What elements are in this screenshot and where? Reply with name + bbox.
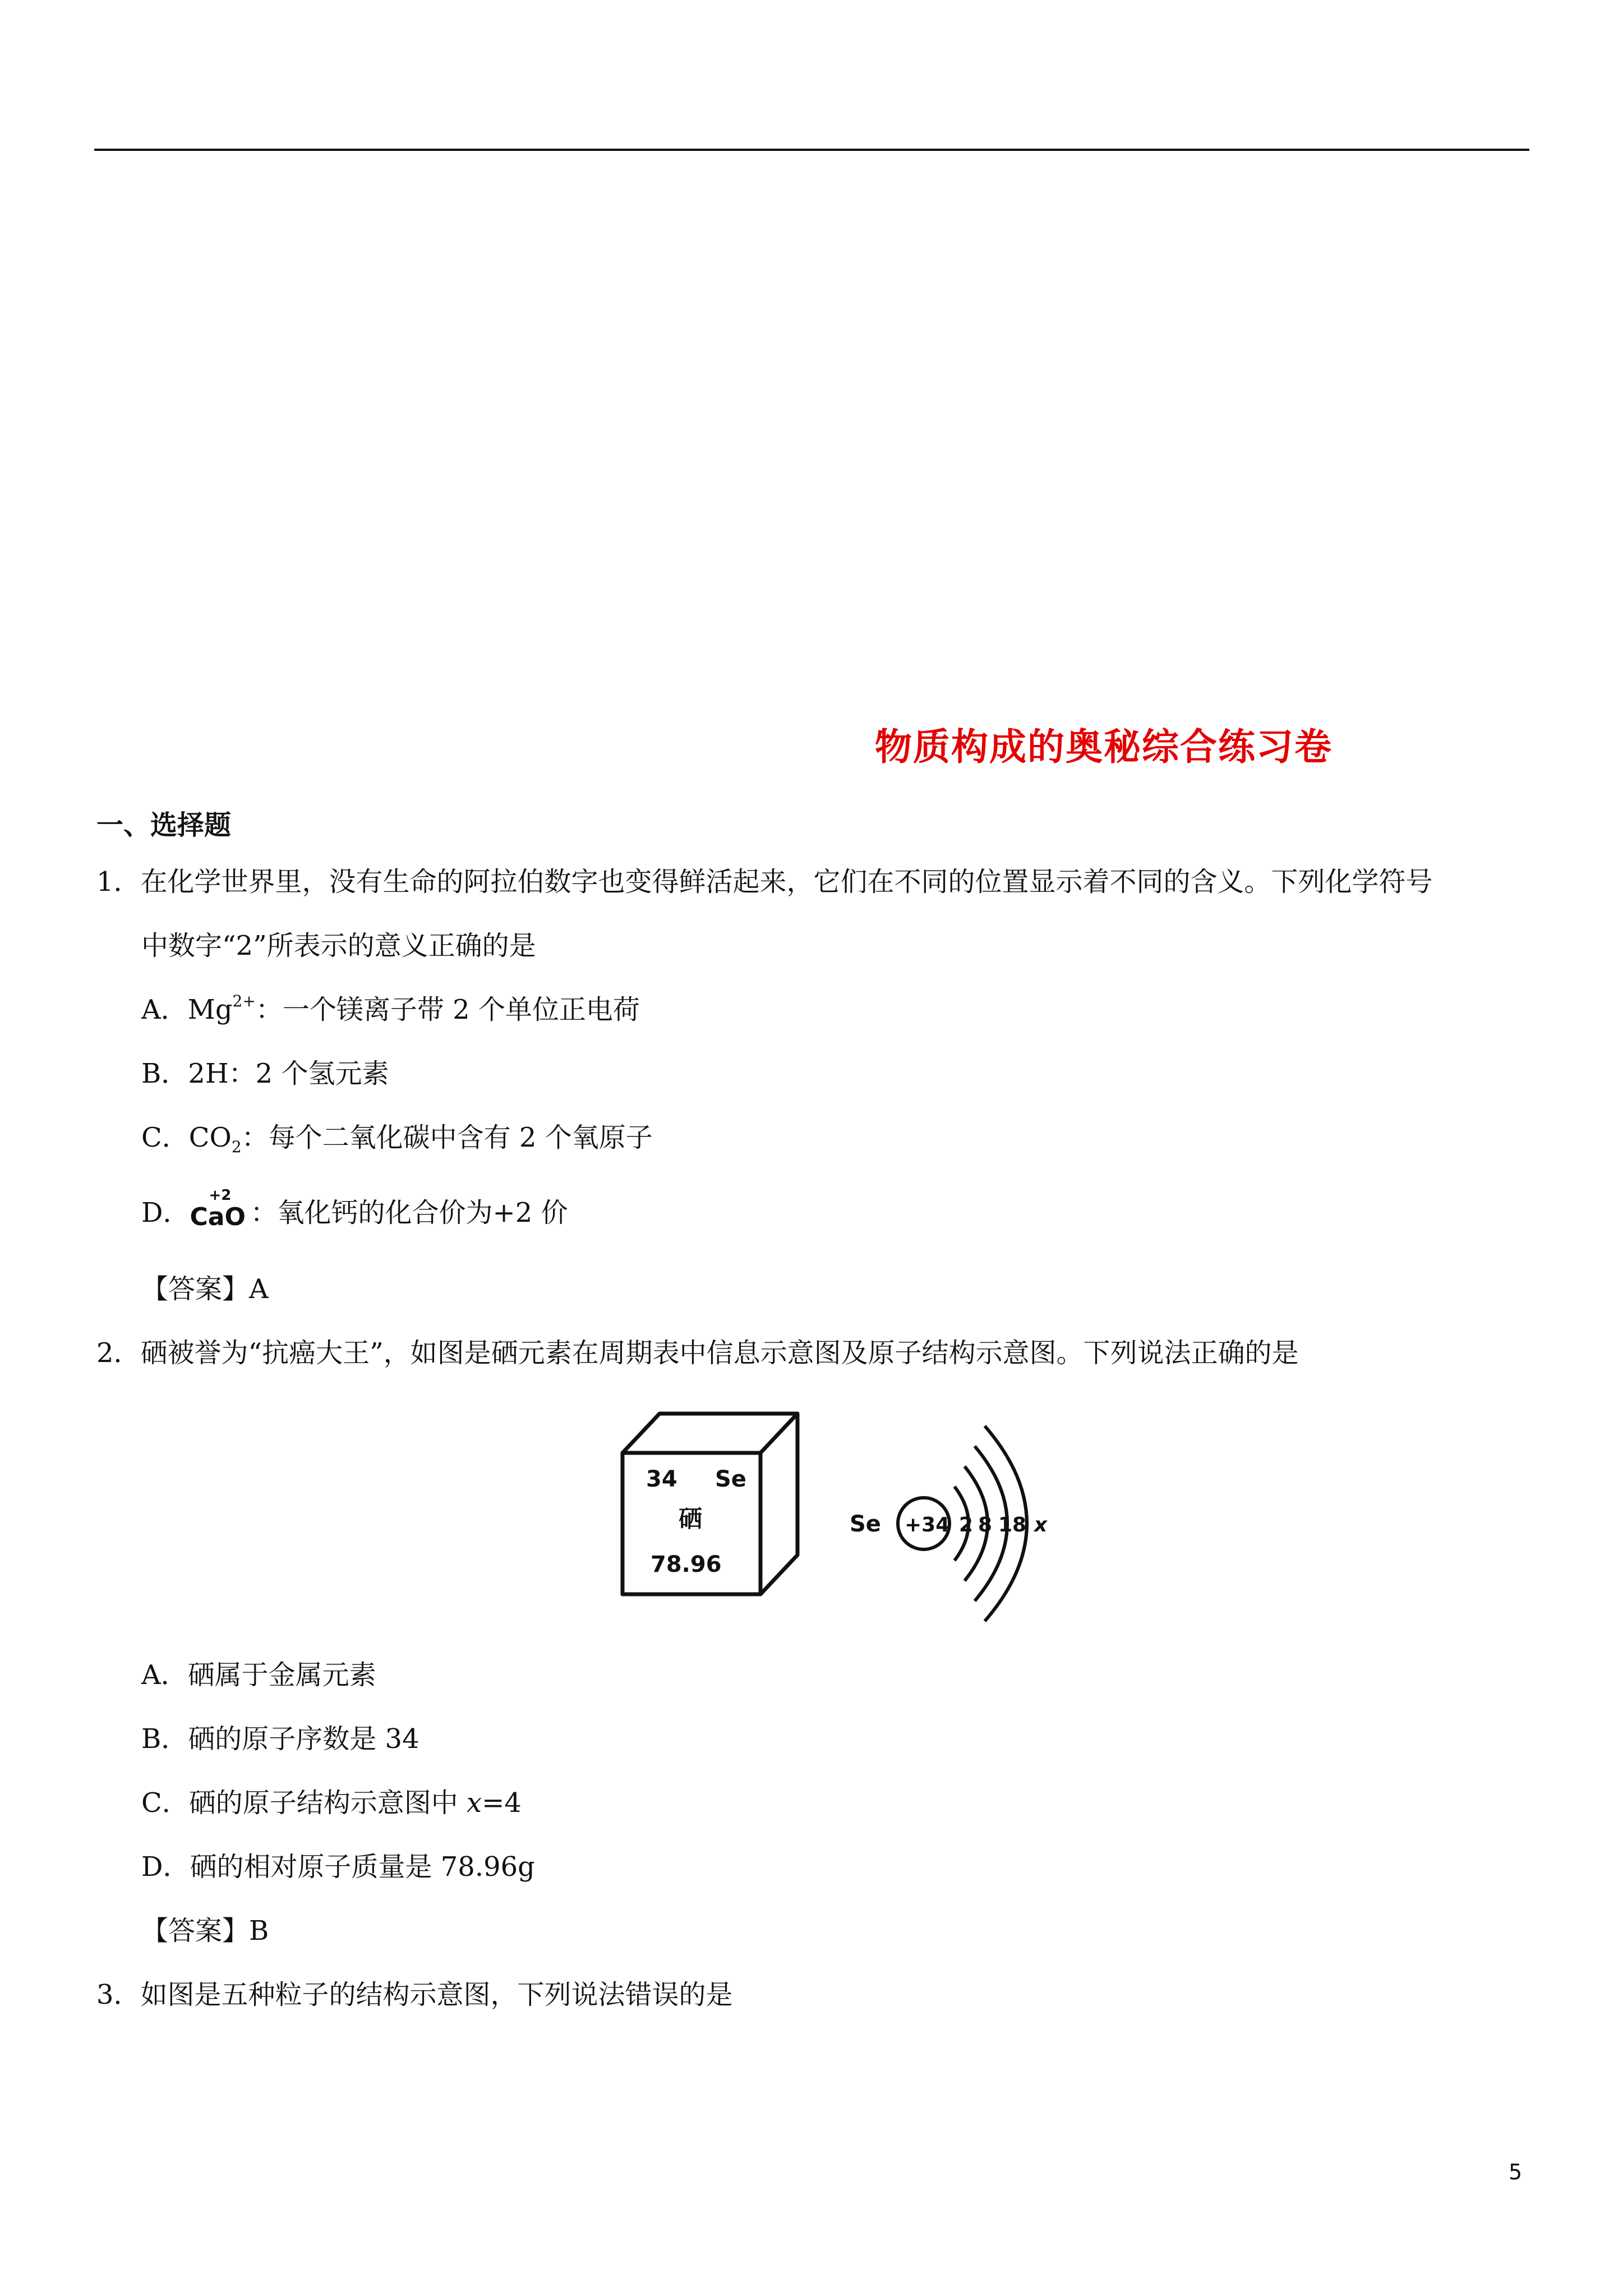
cao-formula: CaO <box>190 1203 246 1231</box>
header-rule <box>94 149 1529 151</box>
cube-top-face <box>623 1414 797 1453</box>
element-symbol: Se <box>715 1466 746 1492</box>
atomic-mass: 78.96 <box>651 1552 722 1577</box>
page-title: 物质构成的奥秘综合练习卷 <box>875 725 1332 769</box>
selenium-figure <box>606 1397 1066 1644</box>
q1-option-c-text: ：每个二氧化碳中含有 2 个氧原子 <box>241 1122 653 1153</box>
q1-option-c-prefix: C．CO <box>141 1122 232 1153</box>
atom-symbol: Se <box>850 1511 881 1537</box>
q3-stem-line1: 3．如图是五种粒子的结构示意图，下列说法错误的是 <box>96 1979 733 2010</box>
q2-stem-line1: 2．硒被誉为“抗癌大王”，如图是硒元素在周期表中信息示意图及原子结构示意图。下列说法正确的是 <box>96 1337 1299 1369</box>
shell-electrons-1: 2 <box>959 1513 974 1536</box>
q2-option-c-prefix: C．硒的原子结构示意图中 <box>141 1787 467 1819</box>
q2-option-a: A．硒属于金属元素 <box>141 1659 376 1691</box>
q1-option-a <box>141 994 640 1027</box>
element-name: 硒 <box>679 1505 703 1533</box>
q2-option-d: D．硒的相对原子质量是 78.96g <box>141 1851 535 1883</box>
q1-option-a-prefix: A．Mg <box>141 994 233 1025</box>
shell-electrons-2: 8 <box>978 1513 993 1536</box>
shell-electrons-4: x <box>1034 1513 1048 1536</box>
q1-stem-line2: 中数字“2”所表示的意义正确的是 <box>141 930 536 961</box>
q1-answer: 【答案】A <box>141 1273 269 1305</box>
q2-answer: 【答案】B <box>141 1915 269 1947</box>
q1-option-b: B．2H：2 个氢元素 <box>141 1058 389 1089</box>
cube-side-face <box>760 1414 797 1594</box>
q1-option-c <box>141 1122 653 1154</box>
q1-option-d-text: ：氧化钙的化合价为+2 价 <box>250 1197 568 1228</box>
q2-option-c-suffix: =4 <box>482 1787 522 1819</box>
q2-option-c <box>141 1787 522 1820</box>
q1-stem-line1: 1．在化学世界里，没有生命的阿拉伯数字也变得鲜活起来，它们在不同的位置显示着不同的含义。下列化学符号 <box>96 866 1433 898</box>
selenium-diagram <box>606 1397 1066 1644</box>
page-number: 5 <box>1509 2160 1523 2184</box>
q1-option-a-text: ：一个镁离子带 2 个单位正电荷 <box>255 994 640 1025</box>
cao-valence-formula <box>190 1187 251 1231</box>
q2-option-c-variable: x <box>467 1787 482 1819</box>
q1-option-d <box>141 1187 568 1231</box>
q1-option-c-subscript: 2 <box>231 1138 242 1156</box>
q1-option-d-prefix: D． <box>141 1197 190 1228</box>
q2-option-b: B．硒的原子序数是 34 <box>141 1723 419 1755</box>
q1-option-a-charge: 2+ <box>232 992 256 1010</box>
section-heading: 一、选择题 <box>96 809 232 841</box>
cao-valence-mark: +2 <box>209 1187 232 1204</box>
nucleus-charge: +34 <box>905 1513 950 1536</box>
atomic-number: 34 <box>646 1466 677 1492</box>
shell-electrons-3: 18 <box>998 1513 1027 1536</box>
